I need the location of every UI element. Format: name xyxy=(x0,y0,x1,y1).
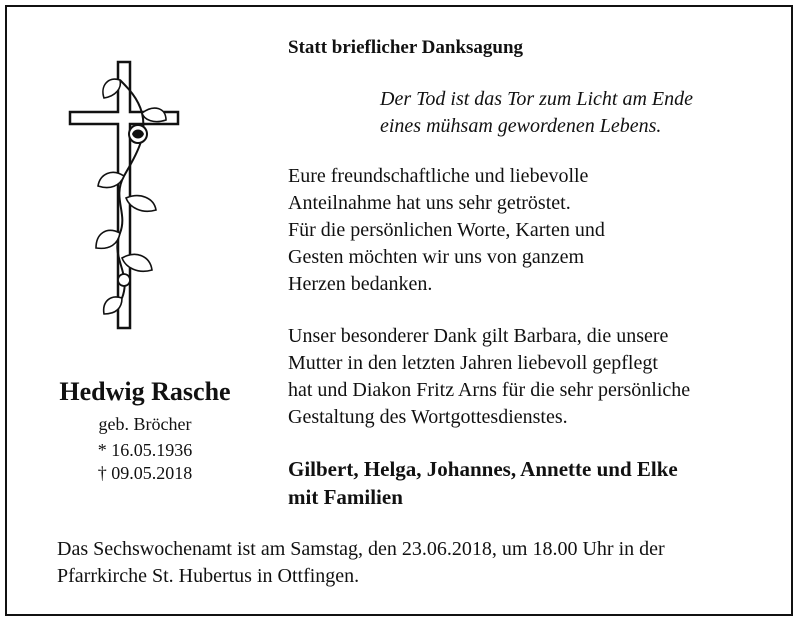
text-line: Mutter in den letzten Jahren liebevoll gepflegt xyxy=(288,352,658,374)
quote xyxy=(380,86,693,140)
family-line: Gilbert, Helga, Johannes, Annette und Elke xyxy=(288,457,678,481)
text-line: Für die persönlichen Worte, Karten und xyxy=(288,219,605,241)
heading: Statt brieflicher Danksagung xyxy=(288,37,524,58)
cross-with-vine-icon xyxy=(62,58,182,333)
text-line: Unser besonderer Dank gilt Barbara, die unsere xyxy=(288,325,669,347)
family-line: mit Familien xyxy=(288,485,403,509)
service-announcement xyxy=(57,536,665,590)
special-thanks-paragraph xyxy=(288,323,690,431)
death-date: † 09.05.2018 xyxy=(97,463,193,483)
text-line: Herzen bedanken. xyxy=(288,273,433,295)
text-line: Eure freundschaftliche und liebevolle xyxy=(288,165,589,187)
thanks-paragraph xyxy=(288,163,605,298)
birth-date: * 16.05.1936 xyxy=(97,440,193,460)
text-line: hat und Diakon Fritz Arns für die sehr persönliche xyxy=(288,379,691,401)
deceased-name: Hedwig Rasche xyxy=(59,377,231,406)
quote-line: Der Tod ist das Tor zum Licht am Ende xyxy=(380,88,694,110)
quote-line: eines mühsam gewordenen Lebens. xyxy=(380,115,662,137)
text-line: Gestaltung des Wortgottesdienstes. xyxy=(288,406,568,428)
footer-line: Pfarrkirche St. Hubertus in Ottfingen. xyxy=(57,565,360,587)
text-line: Gesten möchten wir uns von ganzem xyxy=(288,246,585,268)
footer-line: Das Sechswochenamt ist am Samstag, den 23.06.2018, um 18.00 Uhr in der xyxy=(57,538,665,560)
text-line: Anteilnahme hat uns sehr getröstet. xyxy=(288,192,571,214)
family-signature xyxy=(288,455,678,511)
maiden-name: geb. Bröcher xyxy=(98,414,192,434)
